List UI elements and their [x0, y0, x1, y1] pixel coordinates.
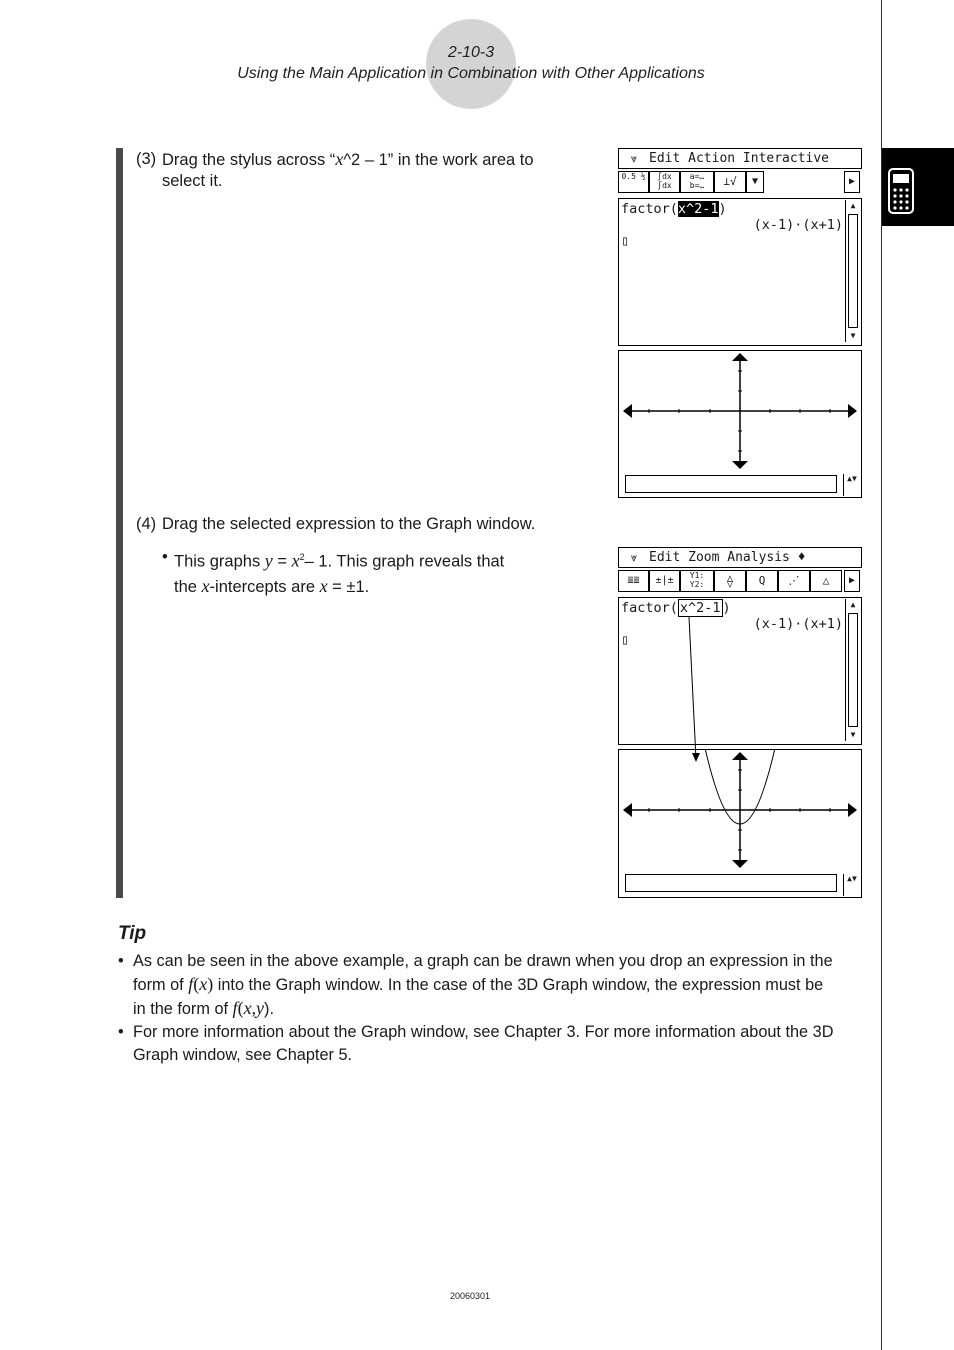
step-4	[136, 514, 596, 535]
step-number: (4)	[136, 515, 157, 533]
menu-chevron-icon[interactable]: ⩔	[630, 152, 638, 165]
spin-arrows-icon[interactable]: ▲▼	[843, 474, 860, 496]
dragged-expression[interactable]: x^2-1	[679, 600, 721, 616]
toolbar	[618, 171, 862, 193]
calculator-screen-2	[618, 547, 862, 898]
math-paren: ).	[264, 1000, 274, 1018]
menu-items[interactable]: Edit Zoom Analysis ♦	[649, 550, 806, 565]
page-number: 2-10-3	[447, 44, 495, 61]
graph-window[interactable]	[618, 350, 862, 498]
input-line[interactable]	[621, 201, 727, 217]
toolbar-button-split[interactable]: ±|±	[649, 570, 680, 592]
toolbar-button-table[interactable]: ≣≣	[618, 570, 649, 592]
toolbar-button-assign[interactable]: a=… b=…	[680, 171, 714, 193]
math-var: y	[264, 550, 273, 571]
section-title: Using the Main Application in Combination with Other Applications	[237, 65, 705, 82]
expr-suffix: )	[718, 201, 727, 217]
bullet-text: -intercepts are	[209, 577, 320, 596]
result-line: (x-1)·(x+1)	[753, 616, 843, 632]
work-area[interactable]	[618, 198, 862, 346]
math-var: x,y	[243, 998, 265, 1018]
toolbar-button-sketch[interactable]: △	[810, 570, 842, 592]
toolbar-scroll-right[interactable]: ▶	[844, 570, 860, 592]
math-var: f	[188, 974, 194, 994]
expr-suffix: )	[722, 600, 731, 616]
bullet-text: – 1. This graph reveals that	[304, 552, 505, 571]
toolbar-button-y-editor[interactable]: Y1: Y2:	[680, 570, 714, 592]
toolbar-dropdown[interactable]: ▼	[746, 171, 764, 193]
cursor[interactable]: ▯	[621, 233, 630, 249]
toolbar-button-zoom[interactable]: Q	[746, 570, 778, 592]
bullet-text: the	[174, 577, 202, 596]
chapter-tab	[882, 148, 954, 226]
tip-text: As can be seen in the above example, a graph can be drawn when you drop an expression in the	[133, 952, 833, 970]
tip-text: For more information about the Graph window, see Chapter 3. For more information about the 3D	[133, 1023, 834, 1041]
header-circle	[426, 19, 516, 109]
result-line: (x-1)·(x+1)	[753, 217, 843, 233]
tip-title: Tip	[118, 923, 147, 944]
math-var: x	[319, 575, 328, 596]
math-paren: (	[237, 998, 244, 1018]
menu-items[interactable]: Edit Action Interactive	[649, 151, 830, 166]
math-var: x	[199, 974, 208, 994]
cursor[interactable]: ▯	[621, 632, 630, 648]
math-var: x	[201, 575, 210, 596]
tip-text: form of	[133, 976, 189, 994]
toolbar-button-zoom-box[interactable]: ⟠	[714, 570, 746, 592]
spin-arrows-icon[interactable]: ▲▼	[843, 874, 860, 896]
selected-expression[interactable]: x^2-1	[677, 201, 719, 217]
toolbar-button-sqrt[interactable]: ⊥√	[714, 171, 746, 193]
math-paren: )	[207, 974, 214, 994]
tip-item-1	[118, 950, 868, 1021]
scroll-down-icon[interactable]: ▼	[850, 331, 856, 340]
scroll-up-icon[interactable]: ▲	[850, 201, 856, 210]
bullet: •	[162, 548, 168, 566]
bullet: •	[118, 952, 124, 970]
step-number: (3)	[136, 150, 157, 168]
bullet-text: This graphs	[174, 552, 265, 571]
expr-prefix: factor(	[621, 600, 678, 616]
scroll-down-icon[interactable]: ▼	[850, 730, 856, 739]
scroll-up-icon[interactable]: ▲	[850, 600, 856, 609]
calculator-icon	[888, 168, 914, 214]
expr-prefix: factor(	[621, 201, 678, 217]
math-var: x	[335, 149, 344, 169]
vertical-scrollbar[interactable]	[845, 200, 860, 342]
bullet: •	[118, 1023, 124, 1041]
superscript: 2	[299, 552, 305, 562]
toolbar-button-decimal[interactable]: 0.5 ½	[618, 171, 649, 193]
scroll-thumb[interactable]	[848, 214, 858, 328]
toolbar-button-trace[interactable]: ⋰	[778, 570, 810, 592]
tip-text: in the form of	[133, 1000, 233, 1018]
math-var: f	[232, 998, 238, 1018]
bullet-text: = ±1.	[327, 577, 370, 596]
step-text: Drag the selected expression to the Graph window.	[162, 515, 536, 533]
math-var: x	[291, 550, 300, 571]
procedure-bar	[116, 148, 123, 898]
step-text: Drag the stylus across “	[162, 151, 336, 169]
step-text: ^2 – 1” in the work area to	[343, 151, 534, 169]
menu-bar	[618, 148, 862, 169]
step-4-bullet	[162, 545, 582, 599]
calculator-screen-1	[618, 148, 862, 498]
graph-input-field[interactable]	[625, 475, 837, 493]
menu-chevron-icon[interactable]: ⩔	[630, 551, 638, 564]
bullet-text: =	[272, 552, 292, 571]
tip-item-2	[118, 1021, 868, 1067]
toolbar-scroll-right[interactable]: ▶	[844, 171, 860, 193]
tip-text: Graph window, see Chapter 5.	[133, 1046, 353, 1064]
toolbar-button-integral[interactable]: ∫dx ∫dx	[649, 171, 680, 193]
math-paren: (	[193, 974, 200, 994]
drag-path	[618, 547, 862, 898]
step-3	[136, 149, 586, 192]
tip-text: into the Graph window. In the case of the 3D Graph window, the expression must be	[213, 976, 824, 994]
footer-code: 20060301	[449, 1291, 491, 1301]
step-text: select it.	[162, 172, 223, 190]
